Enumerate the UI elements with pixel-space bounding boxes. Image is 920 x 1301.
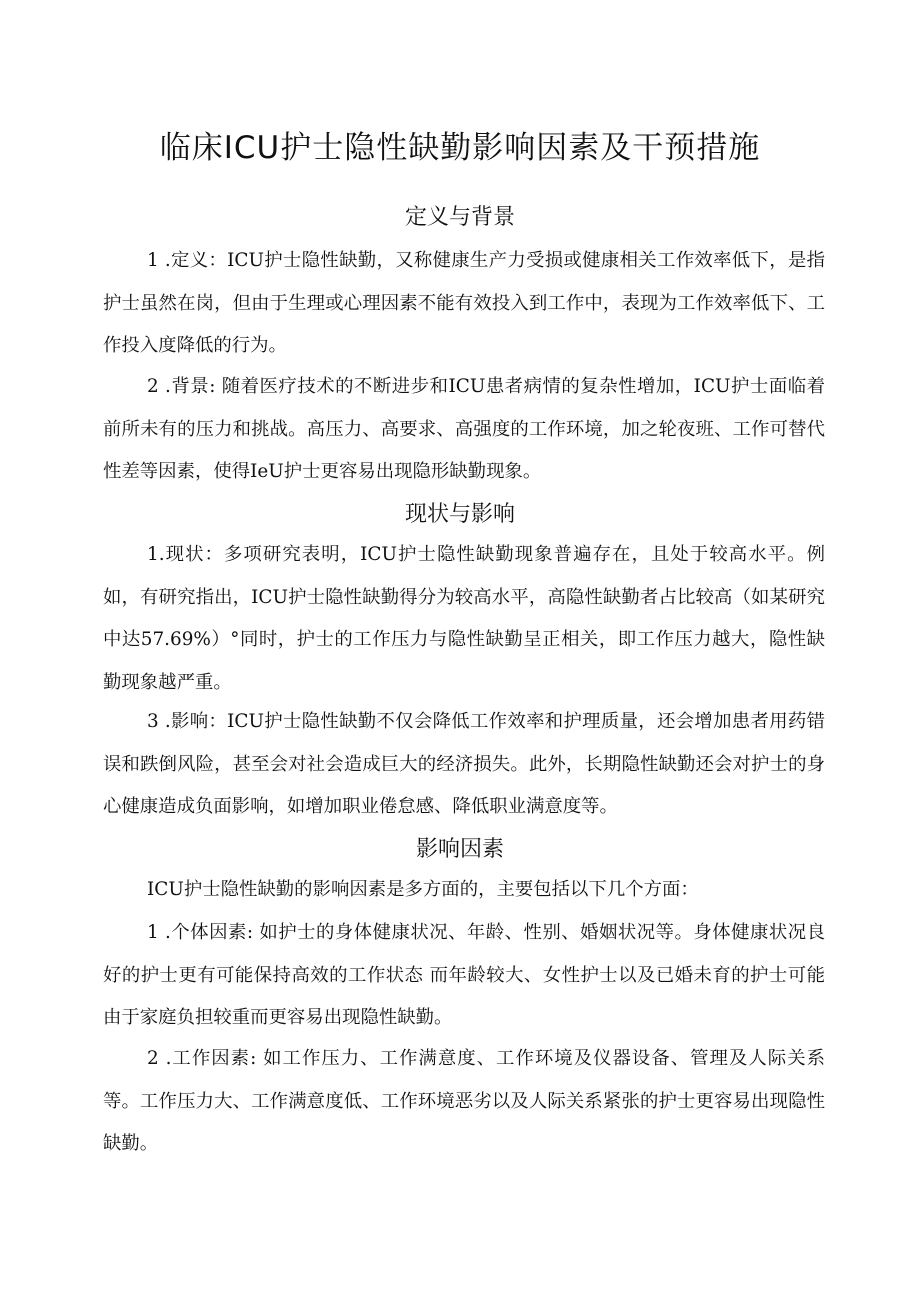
paragraph-work-factors: 2 .工作因素: 如工作压力、工作满意度、工作环境及仪器设备、管理及人际关系等。工作压力大、工作满意度低、工作环境恶劣以及人际关系紧张的护士更容易出现隐性缺勤。 [103, 1048, 825, 1154]
paragraph-definition: 1 .定义：ICU护士隐性缺勤，又称健康生产力受损或健康相关工作效率低下，是指护士虽然在岗，但由于生理或心理因素不能有效投入到工作中，表现为工作效率低下、工作投入度降低的行为。 [103, 250, 825, 356]
paragraph-factors-intro: ICU护士隐性缺勤的影响因素是多方面的，主要包括以下几个方面： [147, 879, 699, 900]
paragraph-individual-factors: 1 .个体因素: 如护士的身体健康状况、年龄、性别、婚姻状况等。身体健康状况良好的护士更有可能保持高效的工作状态 而年龄较大、女性护士以及已婚未育的护士可能由于家庭负担较重而更容易出现隐性缺勤。 [103, 922, 825, 1028]
document-title: 临床ICU护士隐性缺勤影响因素及干预措施 [159, 130, 761, 166]
paragraph-background: 2 .背景: 随着医疗技术的不断进步和ICU患者病情的复杂性增加，ICU护士面临着前所未有的压力和挑战。高压力、高要求、高强度的工作环境，加之轮夜班、工作可替代性差等因素，使得IeU护士更容易出现隐形缺勤现象。 [103, 376, 825, 482]
section-heading-factors: 影响因素 [415, 837, 504, 862]
paragraph-status: 1.现状：多项研究表明，ICU护士隐性缺勤现象普遍存在，且处于较高水平。例如，有研究指出，ICU护士隐性缺勤得分为较高水平，高隐性缺勤者占比较高（如某研究中达57.69%）°同时，护士的工作压力与隐性缺勤呈正相关，即工作压力越大，隐性缺勤现象越严重。 [103, 544, 825, 693]
section-heading-status: 现状与影响 [404, 502, 515, 527]
paragraph-impact: 3 .影响：ICU护士隐性缺勤不仅会降低工作效率和护理质量，还会增加患者用药错误和跌倒风险，甚至会对社会造成巨大的经济损失。此外，长期隐性缺勤还会对护士的身心健康造成负面影响，如增加职业倦怠感、降低职业满意度等。 [103, 711, 825, 817]
section-heading-definition: 定义与背景 [404, 205, 515, 230]
